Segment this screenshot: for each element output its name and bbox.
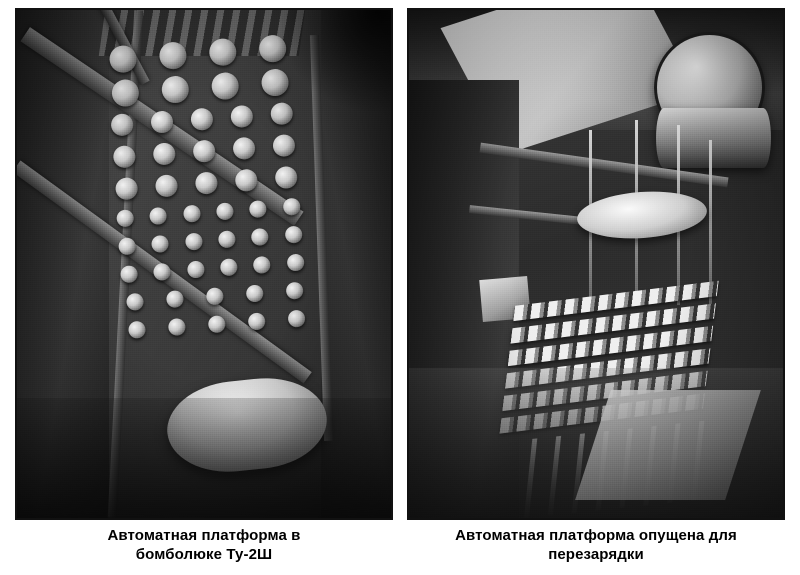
bomblet [108, 45, 137, 74]
bomblet [158, 41, 187, 70]
figure-left-caption [15, 520, 393, 565]
bomblet [120, 265, 138, 283]
bomblet [192, 139, 215, 162]
bomblet [160, 75, 189, 104]
bomblet [195, 171, 218, 194]
bomblet [287, 310, 305, 328]
bomblet [185, 233, 203, 251]
bomblet [110, 113, 133, 136]
bomblet [187, 260, 205, 278]
bomblet [274, 166, 297, 189]
bomblet [245, 284, 263, 302]
bomblet [150, 207, 168, 225]
photo-bomb-bay [15, 8, 393, 520]
bomblet [127, 321, 145, 339]
bomblet [232, 137, 255, 160]
bomblet [125, 293, 143, 311]
bomblet [235, 169, 258, 192]
drum-canister-lower [656, 108, 771, 168]
bomblet [285, 282, 303, 300]
bomblet [151, 235, 169, 253]
bomblet [190, 108, 213, 131]
bomblet [284, 226, 302, 244]
bomblet [230, 105, 253, 128]
bomblet [247, 312, 265, 330]
bomblet [183, 205, 201, 223]
shadow-corner [281, 8, 393, 120]
bomblet [282, 198, 300, 216]
bomblet [153, 263, 171, 281]
bomblet [253, 256, 271, 274]
bomblet [286, 253, 304, 271]
caption-line-2: перезарядки [548, 545, 644, 563]
figure-left [15, 8, 393, 565]
bomblet [205, 287, 223, 305]
figure-right-caption [407, 520, 785, 565]
bomblet [220, 258, 238, 276]
bomblet [111, 79, 140, 108]
suspension-cable [709, 140, 712, 305]
bomblet [207, 315, 225, 333]
bomblet [208, 38, 237, 67]
bomblet [218, 230, 236, 248]
caption-line-2: бомболюке Ту-2Ш [135, 545, 273, 563]
bomblet [210, 72, 239, 101]
bomblet [153, 142, 176, 165]
bomblet [165, 290, 183, 308]
photo-lowered-platform [407, 8, 785, 520]
bomblet [113, 145, 136, 168]
figure-right [407, 8, 785, 565]
bomblet [155, 174, 178, 197]
bay-floor [17, 398, 391, 518]
bomblet [249, 200, 267, 218]
bomblet [118, 237, 136, 255]
bomblet [150, 110, 173, 133]
bomblet [251, 228, 269, 246]
bomblet [216, 202, 234, 220]
bomblet [167, 318, 185, 336]
bomblet [272, 134, 295, 157]
bomblet [116, 209, 134, 227]
caption-line-1: Автоматная платформа в [107, 527, 301, 544]
caption-line-1: Автоматная платформа опущена для [455, 527, 737, 544]
bomblet [115, 177, 138, 200]
